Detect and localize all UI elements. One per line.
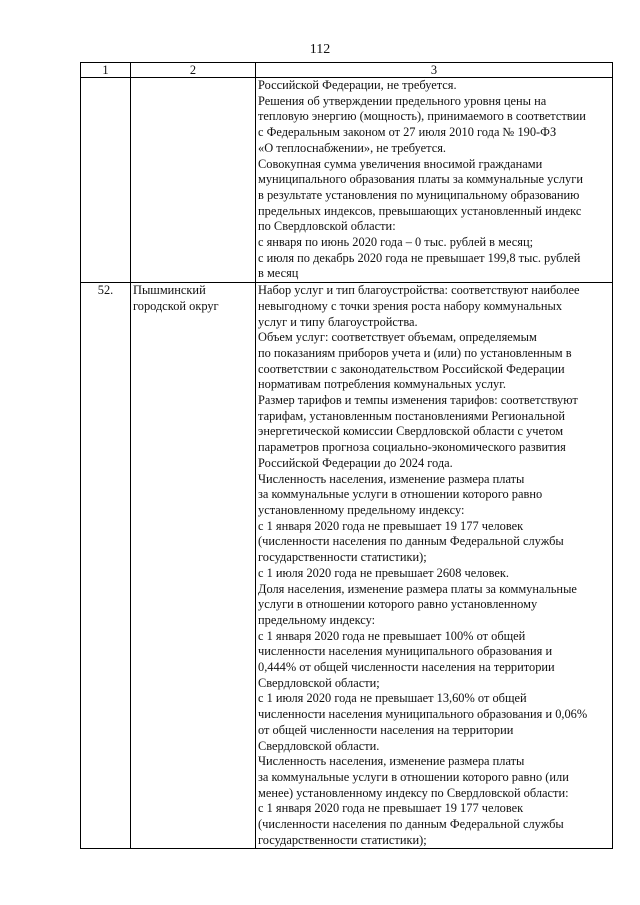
text-line: с 1 января 2020 года не превышает 19 177 человек xyxy=(258,518,524,533)
text-line: с января по июнь 2020 года – 0 тыс. рублей в месяц; xyxy=(258,235,534,250)
text-line: Решения об утверждении предельного уровня цены на xyxy=(258,93,547,108)
text-line: Набор услуг и тип благоустройства: соответствуют наиболее xyxy=(258,283,580,298)
text-line: параметров прогноза социально-экономического развития xyxy=(258,440,566,455)
municipality-name xyxy=(131,78,256,283)
text-line: с 1 июля 2020 года не превышает 2608 человек. xyxy=(258,565,510,580)
text-line: невыгодному с точки зрения роста набору коммунальных xyxy=(258,298,563,313)
text-line: 0,444% от общей численности населения на территории xyxy=(258,660,555,675)
text-line: от общей численности населения на территории xyxy=(258,722,514,737)
text-line: Пышминский xyxy=(133,283,206,298)
text-line: (численности населения по данным Федеральной службы xyxy=(258,817,564,832)
text-line: менее) установленному индексу по Свердловской области: xyxy=(258,785,569,800)
header-col-3: 3 xyxy=(256,63,613,78)
text-line: соответствии с законодательством Российской Федерации xyxy=(258,361,565,376)
text-line: за коммунальные услуги в отношении которого равно (или xyxy=(258,769,569,784)
text-line: Численность населения, изменение размера платы xyxy=(258,754,525,769)
text-line: (численности населения по данным Федеральной службы xyxy=(258,534,564,549)
row-description xyxy=(256,283,613,849)
text-line: тарифам, установленным постановлениями Региональной xyxy=(258,408,566,423)
text-line: Численность населения, изменение размера платы xyxy=(258,471,525,486)
text-line: с 1 января 2020 года не превышает 100% от общей xyxy=(258,628,526,643)
text-line: в месяц xyxy=(258,266,299,281)
row-number xyxy=(81,78,131,283)
text-line: Свердловской области; xyxy=(258,675,380,690)
text-line: Объем услуг: соответствует объемам, определяемым xyxy=(258,330,537,345)
text-line: численности населения муниципального образования и xyxy=(258,644,553,659)
text-line: услуг и типу благоустройства. xyxy=(258,314,418,329)
text-line: с Федеральным законом от 27 июля 2010 года № 190-ФЗ xyxy=(258,125,557,140)
text-line: энергетической комиссии Свердловской области с учетом xyxy=(258,424,564,439)
text-line: городской округ xyxy=(133,298,219,313)
text-line: тепловую энергию (мощность), принимаемого в соответствии xyxy=(258,109,586,124)
text-line: за коммунальные услуги в отношении которого равно xyxy=(258,487,543,502)
header-col-2: 2 xyxy=(131,63,256,78)
document-table xyxy=(80,62,613,849)
text-line: муниципального образования платы за коммунальные услуги xyxy=(258,172,583,187)
text-line: услуги в отношении которого равно установленному xyxy=(258,597,538,612)
municipality-name xyxy=(131,283,256,849)
text-line: установленному предельному индексу: xyxy=(258,502,465,517)
text-line: Свердловской области. xyxy=(258,738,380,753)
text-line: численности населения муниципального образования и 0,06% xyxy=(258,707,588,722)
text-line: по показаниям приборов учета и (или) по установленным в xyxy=(258,345,572,360)
text-line: Российской Федерации, не требуется. xyxy=(258,78,457,92)
text-line: Доля населения, изменение размера платы за коммунальные xyxy=(258,581,577,596)
table-row-continued xyxy=(81,78,613,283)
text-line: с июля по декабрь 2020 года не превышает 199,8 тыс. рублей xyxy=(258,250,581,265)
text-line: государственности статистики); xyxy=(258,550,427,565)
text-line: в результате установления по муниципальному образованию xyxy=(258,187,580,202)
table-row-52 xyxy=(81,283,613,849)
text-line: предельных индексов, превышающих установленный индекс xyxy=(258,203,582,218)
text-line: Совокупная сумма увеличения вносимой гражданами xyxy=(258,156,543,171)
text-line: с 1 июля 2020 года не превышает 13,60% от общей xyxy=(258,691,527,706)
text-line: «О теплоснабжении», не требуется. xyxy=(258,140,446,155)
row-description xyxy=(256,78,613,283)
header-col-1: 1 xyxy=(81,63,131,78)
text-line: Российской Федерации до 2024 года. xyxy=(258,455,453,470)
text-line: по Свердловской области: xyxy=(258,219,396,234)
text-line: нормативам потребления коммунальных услуг. xyxy=(258,377,507,392)
text-line: с 1 января 2020 года не превышает 19 177 человек xyxy=(258,801,524,816)
text-line: государственности статистики); xyxy=(258,832,427,847)
row-number: 52. xyxy=(81,283,131,849)
text-line: предельному индексу: xyxy=(258,612,376,627)
page-number: 112 xyxy=(309,42,331,57)
table-header-row xyxy=(81,63,613,78)
text-line: Размер тарифов и темпы изменения тарифов: соответствуют xyxy=(258,393,578,408)
